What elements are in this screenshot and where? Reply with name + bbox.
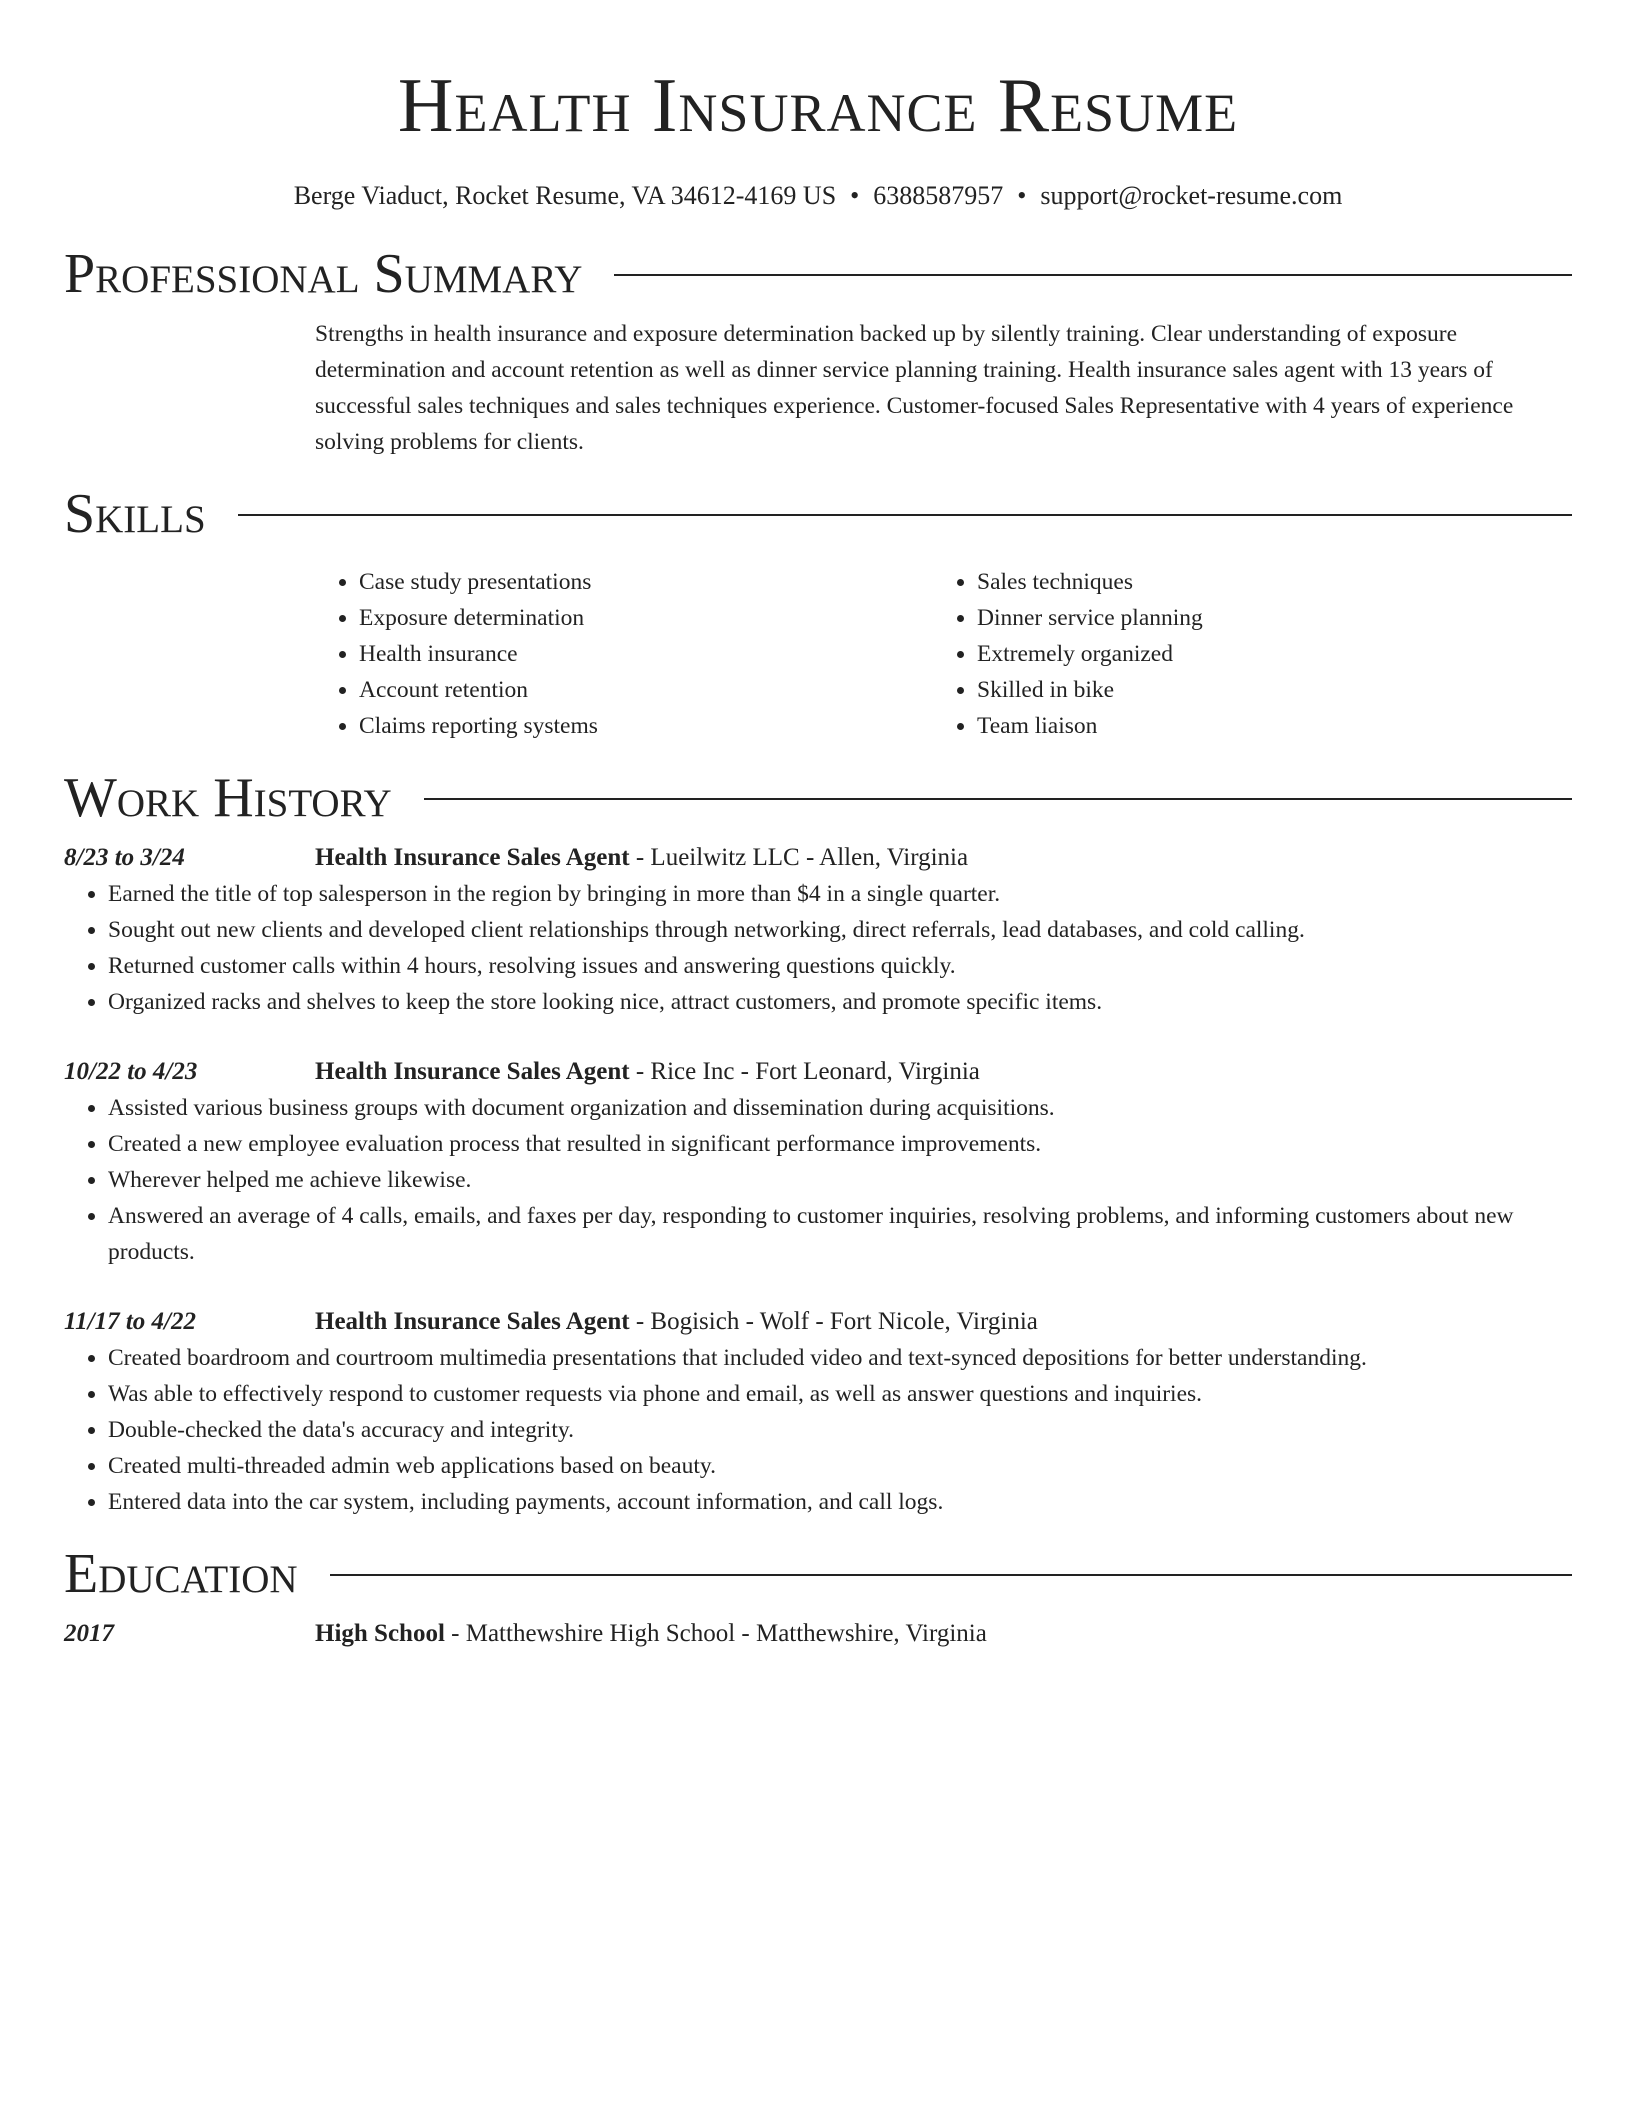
job-header	[64, 840, 1572, 876]
education-section	[64, 1544, 1572, 1652]
education-degree: High School	[315, 1620, 445, 1647]
summary-heading: Professional Summary	[64, 243, 583, 305]
job-dates: 10/22 to 4/23	[64, 1058, 198, 1085]
education-heading-line	[315, 1616, 987, 1652]
section-divider	[424, 798, 1572, 800]
job-bullet: • Created a new employee evaluation process that resulted in significant performance improvements.	[108, 1126, 1572, 1162]
section-divider	[330, 1574, 1572, 1576]
skill-item: • Skilled in bike	[977, 672, 1573, 708]
job-bullet: • Answered an average of 4 calls, emails, and faxes per day, responding to customer inquiries, resolving problems, and informing customers about new products.	[108, 1198, 1572, 1270]
summary-header	[64, 244, 1572, 304]
work-header	[64, 768, 1572, 828]
job-title: Health Insurance Sales Agent	[315, 1058, 630, 1085]
skills-list-right	[933, 564, 1573, 744]
resume-page	[64, 0, 1572, 1652]
job-bullet: • Was able to effectively respond to customer requests via phone and email, as well as answer questions and inquiries.	[108, 1376, 1572, 1412]
contact-line	[64, 178, 1572, 214]
contact-phone: 6388587957	[873, 181, 1004, 210]
skill-item: • Case study presentations	[359, 564, 933, 600]
skill-item: • Exposure determination	[359, 600, 933, 636]
job-details: - Lueilwitz LLC - Allen, Virginia	[629, 844, 969, 871]
job-bullet: • Created multi-threaded admin web applications based on beauty.	[108, 1448, 1572, 1484]
job-bullet: • Organized racks and shelves to keep the store looking nice, attract customers, and promote specific items.	[108, 984, 1572, 1020]
job-header	[64, 1304, 1572, 1340]
job-bullet: • Created boardroom and courtroom multimedia presentations that included video and text-synced depositions for better understanding.	[108, 1340, 1572, 1376]
job-bullets	[64, 1090, 1572, 1270]
skill-item: • Extremely organized	[977, 636, 1573, 672]
job-heading	[315, 1304, 1038, 1340]
summary-body	[315, 316, 1572, 460]
job-bullets	[64, 876, 1572, 1020]
job-dates: 8/23 to 3/24	[64, 844, 185, 871]
summary-section	[64, 244, 1572, 460]
work-heading: Work History	[64, 767, 392, 829]
summary-text: Strengths in health insurance and exposure determination backed up by silently training. Clear understanding of exposure determination and account retention as well as dinner service planning training. Health insurance sales agent with 13 years of successful sales techniques and sales techniques experience. Customer-focused Sales Representative with 4 years of experience solving problems for clients.	[315, 321, 1514, 455]
job-title: Health Insurance Sales Agent	[315, 844, 630, 871]
skills-heading: Skills	[64, 483, 206, 545]
contact-address: Berge Viaduct, Rocket Resume, VA 34612-4169 US	[293, 181, 837, 210]
job-entry	[64, 1054, 1572, 1270]
job-bullet: • Wherever helped me achieve likewise.	[108, 1162, 1572, 1198]
skill-item: • Claims reporting systems	[359, 708, 933, 744]
education-year: 2017	[64, 1620, 114, 1647]
job-details: - Bogisich - Wolf - Fort Nicole, Virginia	[629, 1308, 1038, 1335]
skill-item: • Account retention	[359, 672, 933, 708]
job-bullet: • Assisted various business groups with document organization and dissemination during acquisitions.	[108, 1090, 1572, 1126]
contact-separator: •	[1017, 181, 1027, 210]
job-entry	[64, 1304, 1572, 1520]
education-entry	[64, 1616, 1572, 1652]
skills-grid	[315, 564, 1572, 744]
skills-header	[64, 484, 1572, 544]
section-divider	[614, 274, 1572, 276]
education-header	[64, 1544, 1572, 1604]
job-bullet: • Double-checked the data's accuracy and integrity.	[108, 1412, 1572, 1448]
skill-item: • Dinner service planning	[977, 600, 1573, 636]
job-bullets	[64, 1340, 1572, 1520]
job-heading	[315, 840, 968, 876]
education-heading: Education	[64, 1543, 298, 1605]
skill-item: • Team liaison	[977, 708, 1573, 744]
contact-email: support@rocket-resume.com	[1040, 181, 1343, 210]
work-section	[64, 768, 1572, 1520]
resume-title: Health Insurance Resume	[397, 62, 1239, 148]
skill-item: • Health insurance	[359, 636, 933, 672]
job-dates: 11/17 to 4/22	[64, 1308, 196, 1335]
education-details: - Matthewshire High School - Matthewshire, Virginia	[444, 1620, 987, 1647]
contact-separator: •	[850, 181, 860, 210]
job-heading	[315, 1054, 980, 1090]
skills-list-left	[315, 564, 933, 744]
skills-section	[64, 484, 1572, 744]
job-bullet: • Earned the title of top salesperson in the region by bringing in more than $4 in a single quarter.	[108, 876, 1572, 912]
job-bullet: • Sought out new clients and developed client relationships through networking, direct referrals, lead databases, and cold calling.	[108, 912, 1572, 948]
skill-item: • Sales techniques	[977, 564, 1573, 600]
job-header	[64, 1054, 1572, 1090]
job-bullet: • Returned customer calls within 4 hours, resolving issues and answering questions quickly.	[108, 948, 1572, 984]
job-title: Health Insurance Sales Agent	[315, 1308, 630, 1335]
job-details: - Rice Inc - Fort Leonard, Virginia	[629, 1058, 980, 1085]
section-divider	[238, 514, 1572, 516]
job-bullet: • Entered data into the car system, including payments, account information, and call logs.	[108, 1484, 1572, 1520]
job-entry	[64, 840, 1572, 1020]
